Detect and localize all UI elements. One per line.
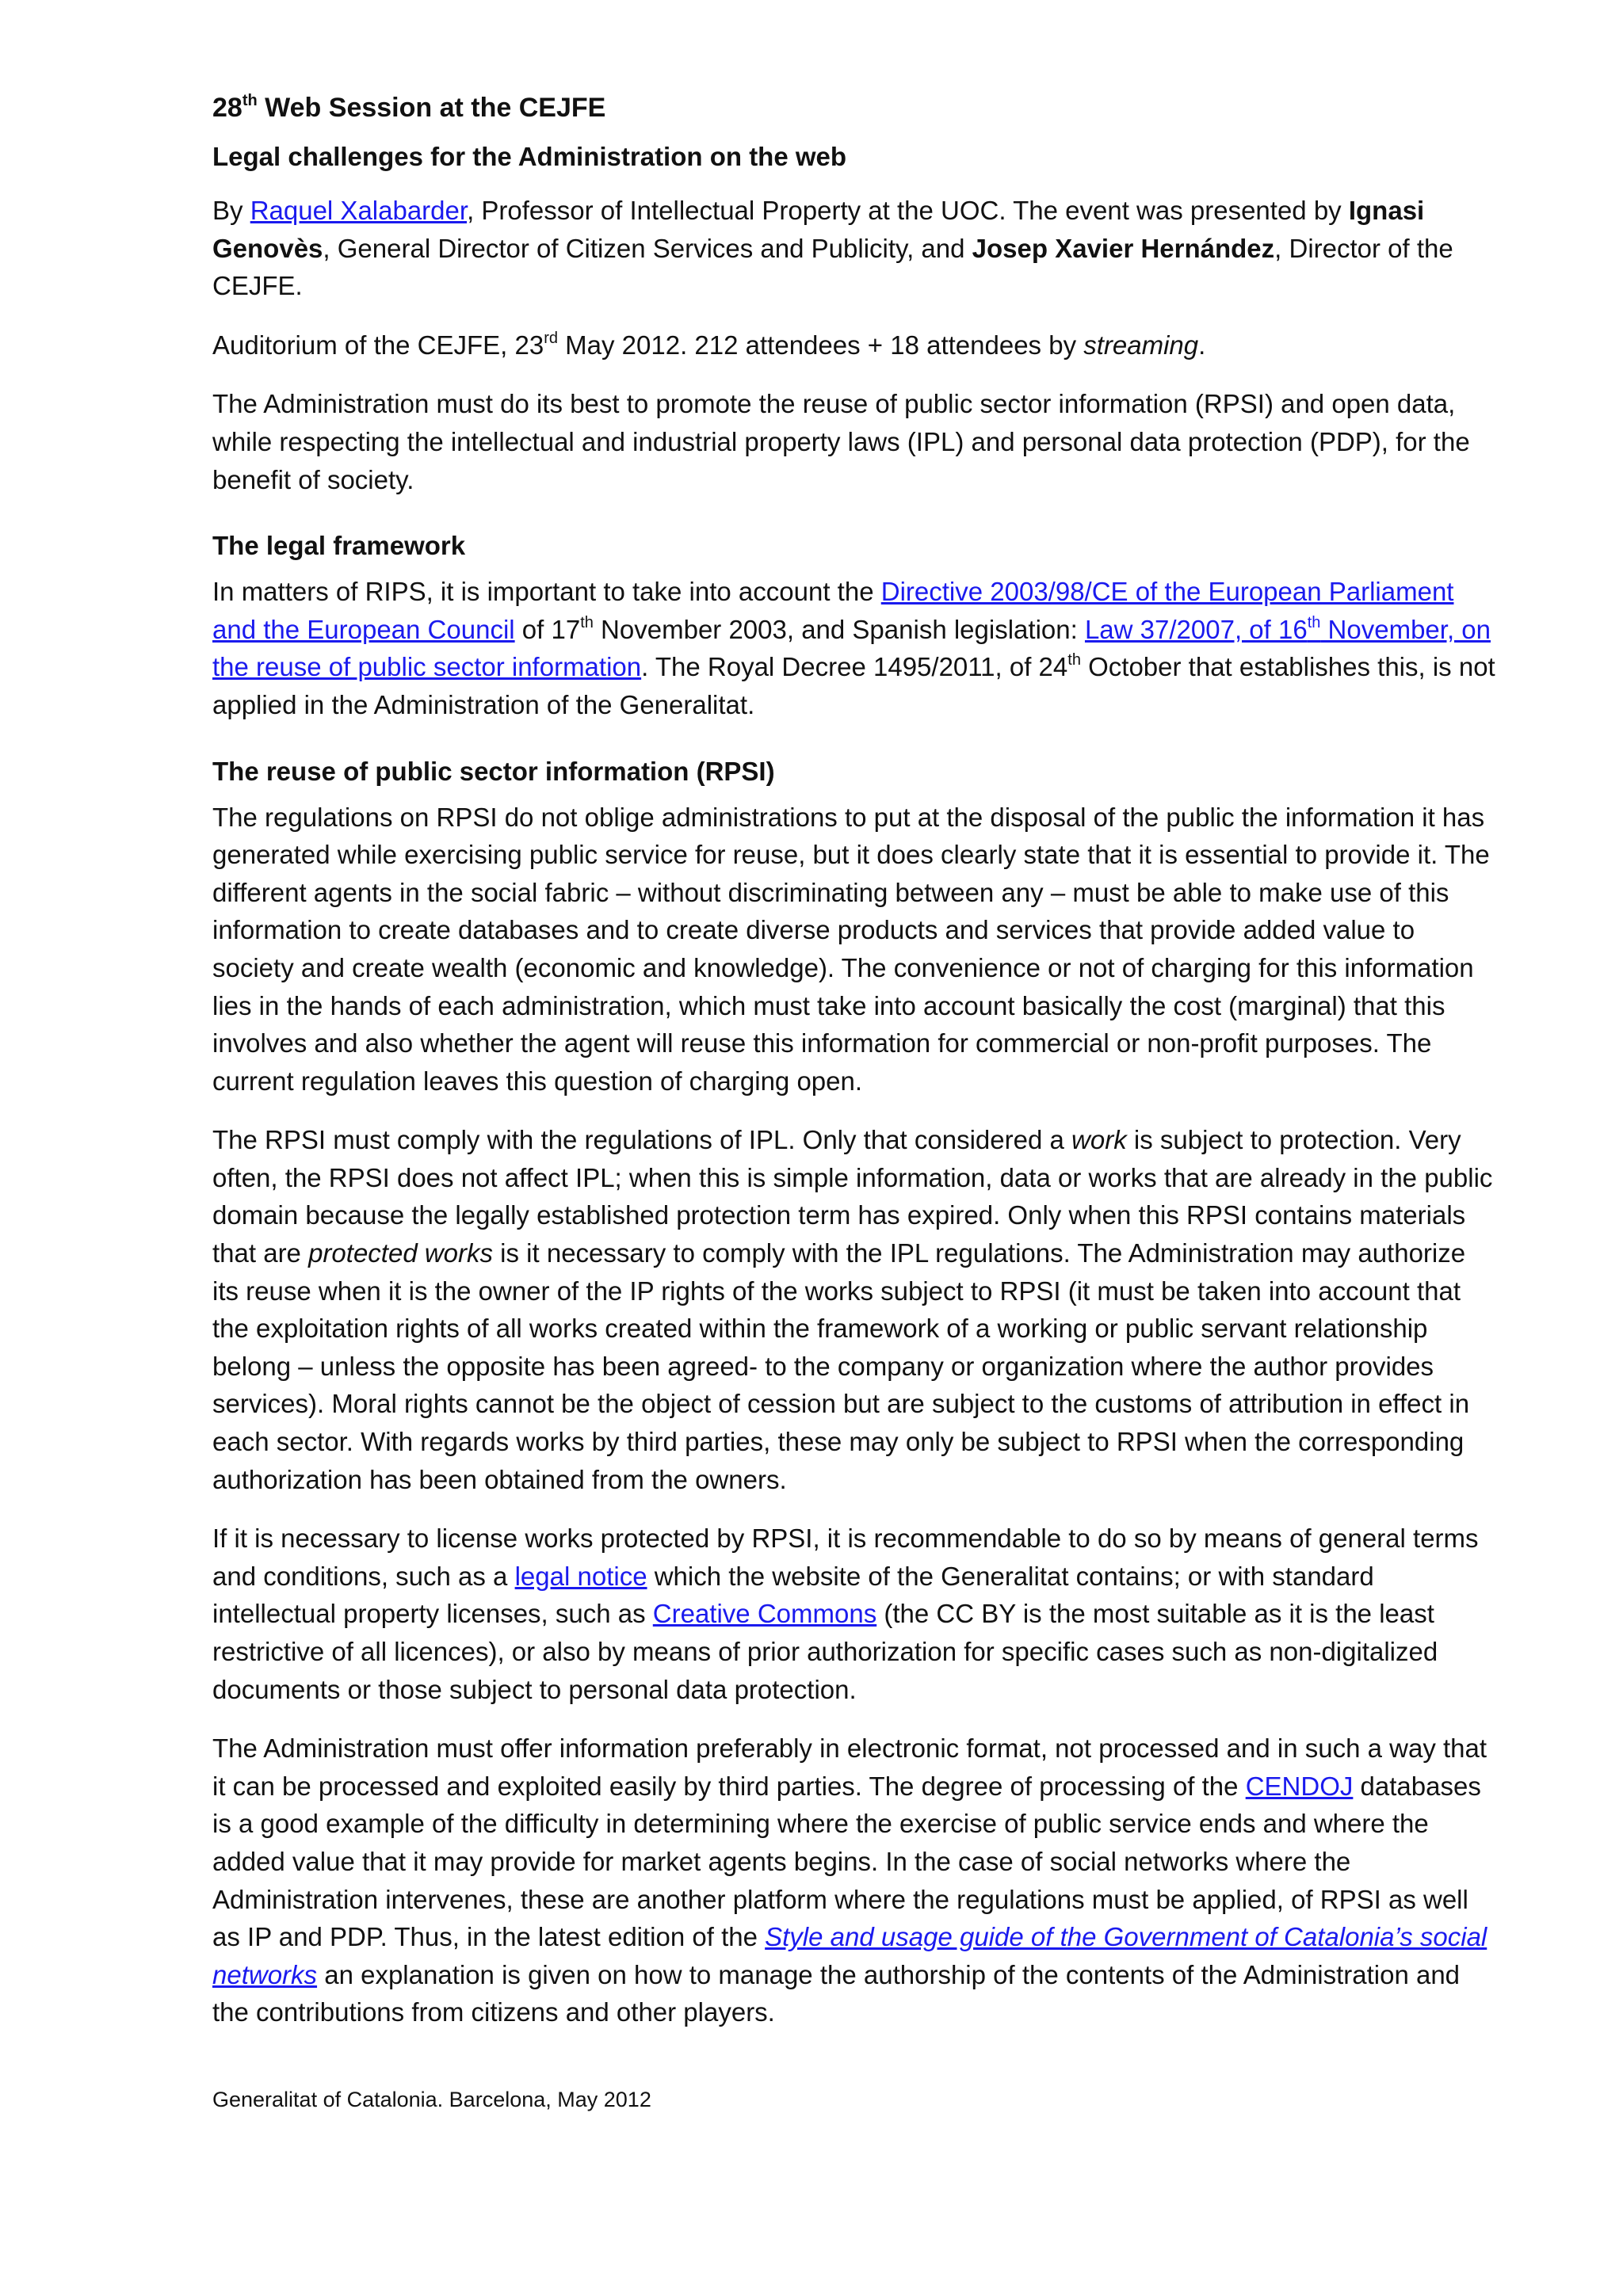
- page-subtitle: Legal challenges for the Administration on the web: [212, 142, 847, 171]
- presenter-name: Ignasi Genovès: [212, 196, 1425, 263]
- section-heading-rpsi: The reuse of public sector information (RPSI): [212, 756, 775, 786]
- byline-paragraph: By Raquel Xalabarder, Professor of Intellectual Property at the UOC. The event was presented by Ignasi Genovès, General Director of Citizen Services and Publicity, and Josep Xavier Hernández, Director of the CEJFE.: [212, 196, 1453, 301]
- author-link[interactable]: Raquel Xalabarder: [250, 196, 468, 225]
- legal-notice-link[interactable]: legal notice: [514, 1561, 647, 1591]
- intro-paragraph: The Administration must do its best to promote the reuse of public sector information (RPSI) and open data, while respecting the intellectual and industrial property laws (IPL) and personal data protection (PDP), for the benefit of society.: [212, 389, 1470, 494]
- creative-commons-link[interactable]: Creative Commons: [652, 1599, 877, 1629]
- rpsi-paragraph-4: The Administration must offer information preferably in electronic format, not processed and in such a way that it can be processed and exploited easily by third parties. The degree of processing of the CENDOJ databases is a good example of the difficulty in determining where the exercise of public service ends and where the added value that it may provide for market agents begins. In the case of social networks where the Administration intervenes, these are another platform where the regulations must be applied, of RPSI as well as IP and PDP. Thus, in the latest edition of the Style and usage guide of the Government of Catalonia’s social networks an explanation is given on how to manage the authorship of the contents of the Administration and the contributions from citizens and other players.: [212, 1733, 1487, 2027]
- page-title: 28th Web Session at the CEJFE: [212, 91, 606, 123]
- page-footer: Generalitat of Catalonia. Barcelona, May 2012: [212, 2088, 651, 2111]
- law-link[interactable]: Law 37/2007, of 16th November, on the reuse of public sector information: [212, 613, 1491, 682]
- cendoj-link[interactable]: CENDOJ: [1245, 1771, 1354, 1801]
- style-guide-link[interactable]: Style and usage guide of the Government of Catalonia’s social networks: [212, 1922, 1487, 1989]
- rpsi-paragraph-3: If it is necessary to license works protected by RPSI, it is recommendable to do so by means of general terms and conditions, such as a legal notice which the website of the Generalitat contains; or with standard intellectual property licenses, such as Creative Commons (the CC BY is the most suitable as it is the least restrictive of all licences), or also by means of prior authorization for specific cases such as non-digitalized documents or those subject to personal data protection.: [212, 1524, 1479, 1704]
- rpsi-paragraph-2: The RPSI must comply with the regulations of IPL. Only that considered a work is subject to protection. Very often, the RPSI does not affect IPL; when this is simple information, data or works that are already in the public domain because the legally established protection term has expired. Only when this RPSI contains materials that are protected works is it necessary to comply with the IPL regulations. The Administration may authorize its reuse when it is the owner of the IP rights of the works subject to RPSI (it must be taken into account that the exploitation rights of all works created within the framework of a working or public servant relationship belong – unless the opposite has been agreed- to the company or organization where the author provides services). Moral rights cannot be the object of cession but are subject to the customs of attribution in effect in each sector. With regards works by third parties, these may only be subject to RPSI when the corresponding authorization has been obtained from the owners.: [212, 1125, 1493, 1494]
- venue-paragraph: Auditorium of the CEJFE, 23rd May 2012. 212 attendees + 18 attendees by streaming.: [212, 329, 1206, 360]
- directive-link[interactable]: Directive 2003/98/CE of the European Parliament and the European Council: [212, 577, 1454, 644]
- legal-framework-paragraph: In matters of RIPS, it is important to take into account the Directive 2003/98/CE of the European Parliament and the European Council of 17th November 2003, and Spanish legislation: Law 37/2007, of 16th November, on the reuse of public sector information. The Royal Decree 1495/2011, of 24th October that establishes this, is not applied in the Administration of the Generalitat.: [212, 577, 1495, 719]
- section-heading-legal-framework: The legal framework: [212, 531, 466, 561]
- rpsi-paragraph-1: The regulations on RPSI do not oblige administrations to put at the disposal of the public the information it has generated while exercising public service for reuse, but it does clearly state that it is essential to provide it. The different agents in the social fabric – without discriminating between any – must be able to make use of this information to create databases and to create diverse products and services that provide added value to society and create wealth (economic and knowledge). The convenience or not of charging for this information lies in the hands of each administration, which must take into account basically the cost (marginal) that this involves and also whether the agent will reuse this information for commercial or non-profit purposes. The current regulation leaves this question of charging open.: [212, 802, 1490, 1096]
- director-name: Josep Xavier Hernández: [972, 233, 1275, 263]
